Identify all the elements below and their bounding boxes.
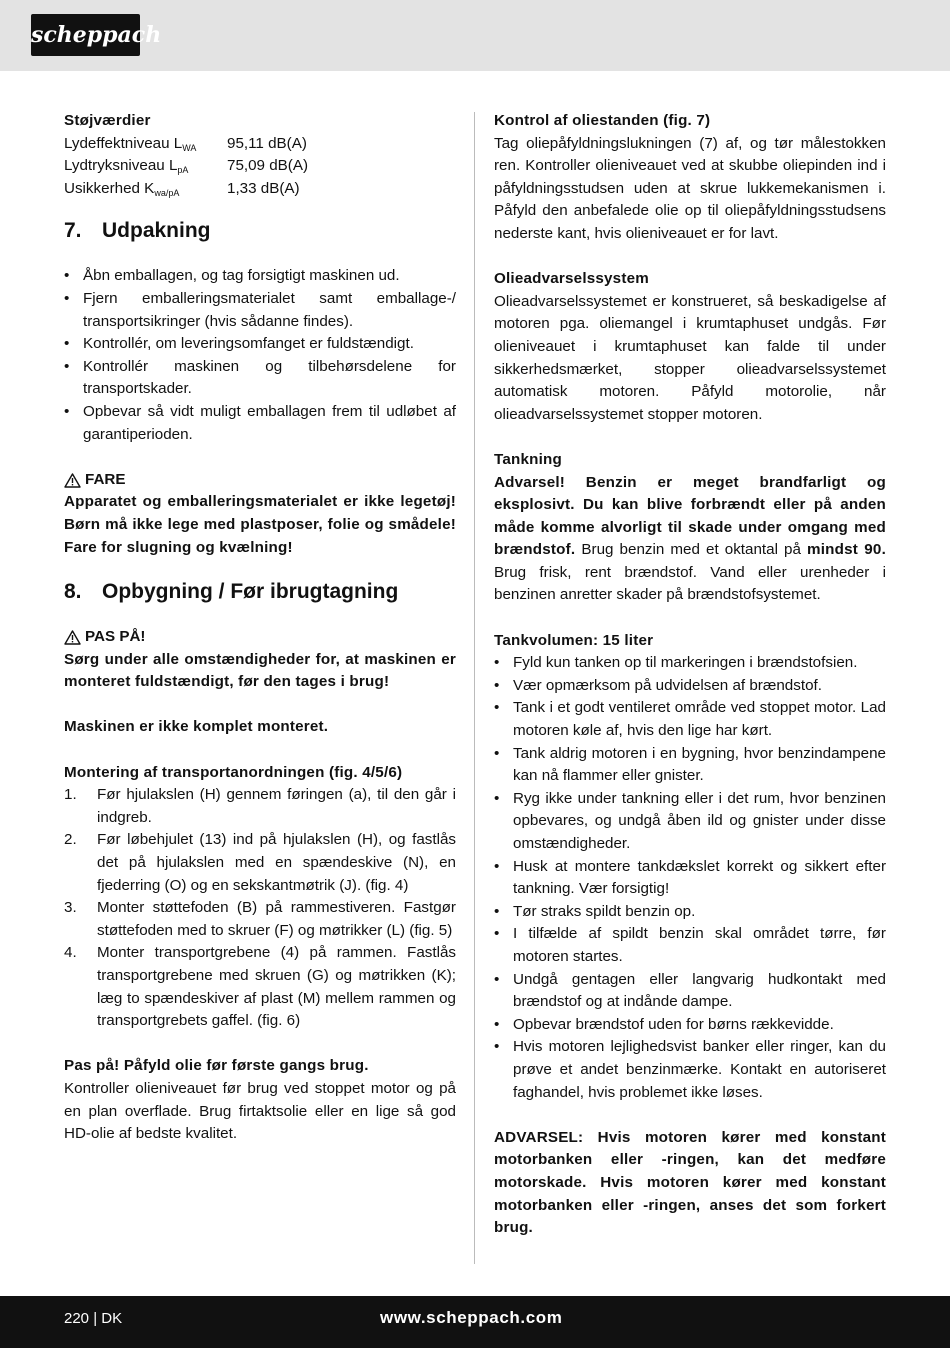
list-item: • Hvis motoren lejlighedsvist banker eller ringer, kan du prøve et andet benzinmærke. Kontakt en autoriseret faghandel, hvis problemet ikke løses. <box>494 1036 886 1104</box>
noise-row <box>64 155 456 178</box>
fuel-text: Advarsel! Benzin er meget brandfarligt og eksplosivt. Du kan blive forbrændt eller på anden måde komme alvorligt til skade under omgang med brændstof. Brug benzin med et oktantal på mindst 90. Brug frisk, rent brændstof. Vand eller urenheder i benzinen anretter skader på brændstofsystemet. <box>494 473 886 604</box>
caution-heading <box>64 626 456 649</box>
list-item: • Husk at montere tankdækslet korrekt og sikkert efter tankning. Vær forsigtig! <box>494 856 886 901</box>
fueling-list <box>494 652 886 1104</box>
list-item: • Undgå gentagen eller langvarig hudkontakt med brændstof og at indånde dampe. <box>494 969 886 1014</box>
step-text: Monter transportgrebene (4) på rammen. Fastlås transportgrebene med skruen (G) og møtrikken (K); læg to spændeskiver af plast (M) mellem rammen og transportgrebets gaffel. (fig. 6) <box>97 944 456 1030</box>
header-bar <box>0 0 950 71</box>
page-number: 220 | DK <box>64 1310 123 1327</box>
list-item: • Opbevar brændstof uden for børns rækkevidde. <box>494 1014 886 1037</box>
scheppach-logo: scheppach <box>31 14 140 56</box>
step-text: Før hjulakslen (H) gennem føringen (a), til den går i indgreb. <box>97 786 456 826</box>
footer-bar <box>0 1296 950 1348</box>
list-item: • Fjern emballeringsmaterialet samt emballage-/ transportsikringer (hvis sådanne findes). <box>64 288 456 333</box>
oil-warning-text: Olieadvarselssystemet er konstrueret, så beskadigelse af motoren pga. oliemangel i krumtaphuset undgås. Før olieniveauet i krumtaphuset kan falde til under sikkerhedsmærket, stopper olieadvarselssystemet automatisk motoren. Påfyld motorolie, når olieadvarselssystemet stopper motoren. <box>494 292 886 423</box>
section-heading-7 <box>64 218 456 244</box>
section-heading-8 <box>64 579 456 605</box>
oil-check-text: Tag oliepåfyldningslukningen (7) af, og tør målestokken ren. Kontroller olieniveauet ved at skubbe oliepinden ind i påfyldningsstudsen uden at skrue lukkemekanismen i. Påfyld den anbefalede olie op til oliepåfyldningsstudsens nederste kant, hvis olieniveauet er for lavt. <box>494 134 886 242</box>
step-number: 1. <box>64 786 77 804</box>
danger-label: FARE <box>85 470 126 488</box>
list-item: • Tank aldrig motoren i en bygning, hvor benzindampene kan nå flammer eller gnister. <box>494 743 886 788</box>
list-item: • Fyld kun tanken op til markeringen i brændstofsien. <box>494 652 886 675</box>
noise-value: 75,09 dB(A) <box>227 157 309 175</box>
fuel-warning: Advarsel! Benzin er meget brandfarligt og eksplosivt. Du kan blive forbrændt eller på anden måde komme alvorligt til skade under omgang med brændstof. <box>494 473 886 559</box>
noise-subscript: pA <box>177 165 189 176</box>
warning-triangle-icon <box>64 473 81 488</box>
octane-minimum: mindst 90. <box>807 541 886 559</box>
caution-text: Sørg under alle omstændigheder for, at maskinen er monteret fuldstændigt, før den tages i brug! <box>64 650 456 691</box>
noise-label: Lydeffektniveau L <box>64 134 183 152</box>
step-number: 4. <box>64 944 77 962</box>
oil-first-title: Pas på! Påfyld olie før første gangs brug. <box>64 1057 369 1075</box>
engine-knock-warning: ADVARSEL: Hvis motoren kører med konstant motorbanken eller -ringen, kan det medføre motorskade. Hvis motoren kører med konstant motorbanken eller -ringen, anses det som forkert brug. <box>494 1128 886 1237</box>
list-item: • Tank i et godt ventileret område ved stoppet motor. Lad motoren køle af, hvis den lige har kørt. <box>494 697 886 742</box>
step-text: Monter støttefoden (B) på rammestiveren. Fastgør støttefoden med to skruer (F) og møtrikker (L) (fig. 5) <box>97 899 456 939</box>
section-number: 8. <box>64 580 82 604</box>
fuel-title: Tankning <box>494 450 562 468</box>
noise-subscript: wa/pA <box>154 187 180 198</box>
noise-subscript: WA <box>182 142 197 153</box>
oil-check-title: Kontrol af oliestanden (fig. 7) <box>494 112 711 129</box>
noise-title: Støjværdier <box>64 112 151 129</box>
tank-volume-title: Tankvolumen: 15 liter <box>494 631 654 649</box>
noise-label: Lydtryksniveau L <box>64 157 178 175</box>
list-item: • Opbevar så vidt muligt emballagen frem til udløbet af garantiperioden. <box>64 401 456 446</box>
warning-triangle-icon <box>64 630 81 645</box>
noise-label: Usikkerhed K <box>64 179 155 197</box>
list-item: • Kontrollér maskinen og tilbehørsdelene for transportskader. <box>64 356 456 401</box>
section-title: Opbygning / Før ibrugtagning <box>102 580 399 604</box>
list-item: • Åbn emballagen, og tag forsigtigt maskinen ud. <box>64 265 456 288</box>
website-link[interactable]: www.scheppach.com <box>380 1308 563 1327</box>
list-item <box>64 784 456 829</box>
list-item: • Tør straks spildt benzin op. <box>494 901 886 924</box>
mounting-steps <box>64 784 456 1033</box>
danger-text: Apparatet og emballeringsmaterialet er ikke legetøj! Børn må ikke lege med plastposer, folie og smådele! Fare for slugning og kvælning! <box>64 493 456 556</box>
caution-label: PAS PÅ! <box>85 628 146 646</box>
language-code: DK <box>101 1310 123 1327</box>
noise-row <box>64 178 456 201</box>
column-divider <box>474 112 475 1264</box>
incomplete-note: Maskinen er ikke komplet monteret. <box>64 718 329 736</box>
list-item: • Kontrollér, om leveringsomfanget er fuldstændigt. <box>64 333 456 356</box>
danger-heading <box>64 469 456 492</box>
right-column <box>494 110 886 1240</box>
oil-first-text: Kontroller olieniveauet før brug ved stoppet motor og på en plan overflade. Brug firtaktsolie eller en lige så god HD-olie af bedste kvalitet. <box>64 1079 456 1143</box>
oil-warning-title: Olieadvarselssystem <box>494 270 649 288</box>
noise-row <box>64 133 456 156</box>
noise-value: 95,11 dB(A) <box>227 134 307 152</box>
list-item: • Ryg ikke under tankning eller i det rum, hvor benzinen opbevares, og undgå åben ild og gnister under disse omstændigheder. <box>494 788 886 856</box>
step-text: Før løbehjulet (13) ind på hjulakslen (H), og fastlås det på hjulakslen med en spændeskive (N), en fjederring (O) og en sekskantmøtrik (J). (fig. 4) <box>97 831 456 894</box>
section-number: 7. <box>64 219 82 243</box>
step-number: 2. <box>64 831 77 849</box>
noise-value: 1,33 dB(A) <box>227 179 300 197</box>
list-item <box>64 829 456 897</box>
mounting-title: Montering af transportanordningen (fig. 4/5/6) <box>64 763 403 781</box>
left-column <box>64 110 456 1146</box>
list-item: • Vær opmærksom på udvidelsen af brændstof. <box>494 675 886 698</box>
list-item: • I tilfælde af spildt benzin skal området tørre, før motoren startes. <box>494 923 886 968</box>
list-item <box>64 897 456 942</box>
noise-table <box>64 133 456 201</box>
section-title: Udpakning <box>102 219 211 243</box>
list-item <box>64 942 456 1032</box>
unpacking-list <box>64 265 456 446</box>
step-number: 3. <box>64 899 77 917</box>
